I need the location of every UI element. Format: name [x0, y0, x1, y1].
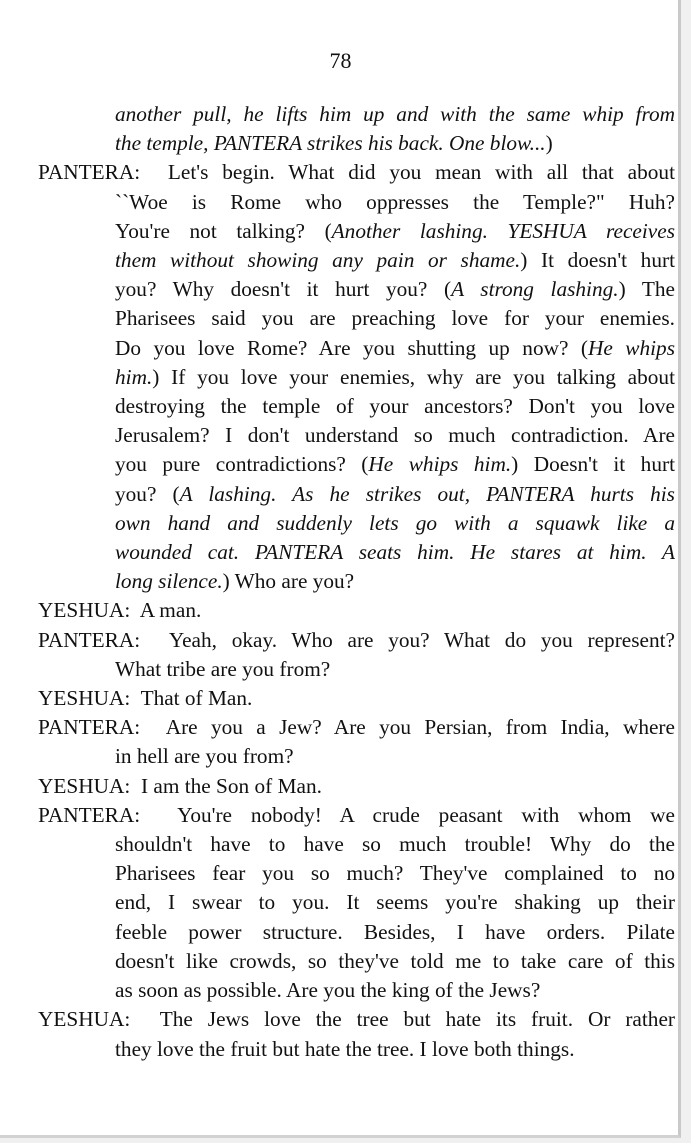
text-line: end, I swear to you. It seems you're shaking up their — [115, 890, 675, 915]
text-line: in hell are you from? — [115, 744, 294, 769]
dialogue-pantera-4 — [38, 801, 675, 1005]
text-line: Jerusalem? I don't understand so much contradiction. Are — [115, 423, 675, 448]
speaker-name: YESHUA: — [38, 773, 131, 798]
text-line: What tribe are you from? — [115, 656, 331, 681]
text-line: ) If you love your enemies, why are you talking about — [152, 364, 675, 389]
text-line: destroying the temple of your ancestors? Don't you love — [115, 394, 675, 419]
dialogue-yeshua-4 — [38, 1005, 675, 1063]
dialogue-pantera-1 — [38, 158, 675, 596]
text-line: feeble power structure. Besides, I have orders. Pilate — [115, 919, 675, 944]
dialogue-yeshua-3 — [38, 772, 675, 801]
text-line: You're nobody! A crude peasant with whom we — [177, 802, 675, 827]
speaker-name: PANTERA: — [38, 627, 141, 652]
speaker-name: YESHUA: — [38, 1007, 131, 1032]
stage-direction: A lashing. As he strikes out, PANTERA hurts his — [179, 481, 675, 506]
text-line: Do you love Rome? Are you shutting up now? ( — [115, 335, 588, 360]
text-line: Yeah, okay. Who are you? What do you represent? — [168, 627, 675, 652]
dialogue-pantera-3 — [38, 713, 675, 771]
stage-direction: He whips — [587, 335, 675, 360]
stage-direction: He whips him. — [368, 452, 512, 477]
dialogue-yeshua-1 — [38, 596, 675, 625]
text-line: ) The — [618, 277, 675, 302]
text-line: I am the Son of Man. — [140, 773, 322, 798]
stage-direction-continuation — [115, 100, 675, 158]
stage-direction: wounded cat. PANTERA seats him. He stares at him. A — [115, 540, 675, 565]
text-line: A man. — [139, 598, 202, 623]
page-body — [0, 100, 675, 1064]
dialogue-yeshua-2 — [38, 684, 675, 713]
text-line: Let's begin. What did you mean with all that about — [167, 160, 675, 185]
stage-direction: long silence. — [115, 569, 223, 594]
text-line: ) — [545, 131, 553, 156]
text-line: the temple, PANTERA strikes his back. One blow... — [115, 131, 546, 156]
text-line: shouldn't have to have so much trouble! Why do the — [115, 832, 675, 857]
stage-direction: Another lashing. YESHUA receives — [331, 218, 675, 243]
text-line: That of Man. — [140, 686, 253, 711]
text-line: ``Woe is Rome who oppresses the Temple?" Huh? — [115, 189, 675, 214]
stage-direction: A strong lashing. — [451, 277, 619, 302]
text-line: you? Why doesn't it hurt you? ( — [115, 277, 452, 302]
text-line: another pull, he lifts him up and with the same whip from — [115, 102, 675, 126]
speaker-name: YESHUA: — [38, 598, 131, 623]
speaker-name: PANTERA: — [38, 715, 141, 740]
text-line: Are you a Jew? Are you Persian, from India, where — [165, 715, 675, 740]
stage-direction: own hand and suddenly lets go with a squawk like a — [115, 510, 675, 535]
text-line: doesn't like crowds, so they've told me to take care of this — [115, 948, 675, 973]
stage-direction: them without showing any pain or shame. — [115, 248, 521, 273]
text-line: ) It doesn't hurt — [520, 248, 675, 273]
text-line: Pharisees said you are preaching love for your enemies. — [115, 306, 675, 331]
speaker-name: YESHUA: — [38, 686, 131, 711]
text-line: as soon as possible. Are you the king of the Jews? — [115, 978, 541, 1003]
text-line: The Jews love the tree but hate its fruit. Or rather — [159, 1007, 675, 1032]
page-number: 78 — [329, 48, 352, 73]
text-line: you? ( — [115, 481, 180, 506]
text-line: You're not talking? ( — [115, 218, 332, 243]
text-line: Pharisees fear you so much? They've complained to no — [115, 861, 675, 886]
text-line: ) Who are you? — [222, 569, 355, 594]
text-line: ) Doesn't it hurt — [511, 452, 675, 477]
dialogue-pantera-2 — [38, 626, 675, 684]
stage-direction: him. — [115, 364, 153, 389]
text-line: you pure contradictions? ( — [115, 452, 369, 477]
speaker-name: PANTERA: — [38, 802, 141, 827]
speaker-name: PANTERA: — [38, 160, 141, 185]
text-line: they love the fruit but hate the tree. I love both things. — [115, 1036, 575, 1061]
